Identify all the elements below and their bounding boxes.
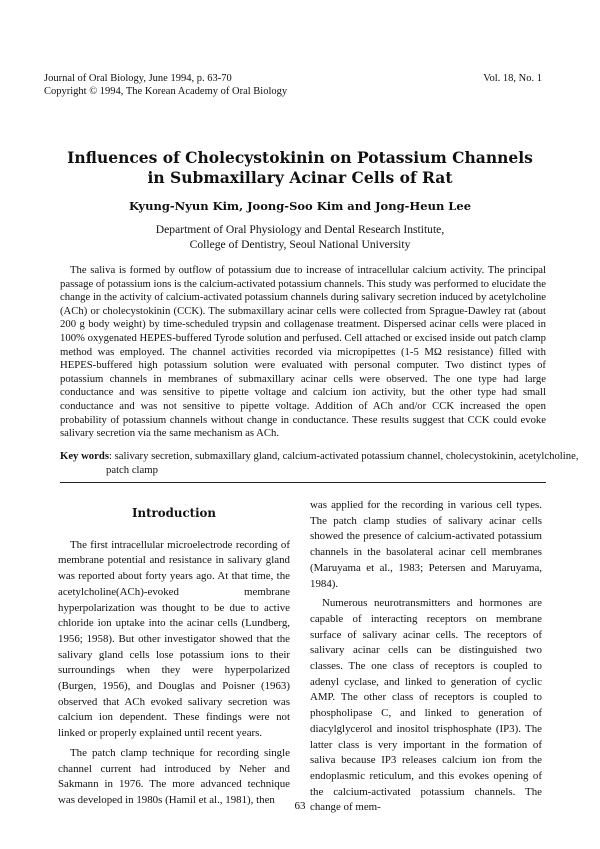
copyright-line: Copyright © 1994, The Korean Academy of Oral Biology (44, 86, 288, 97)
affiliation-line-1: Department of Oral Physiology and Dental Research Institute, (155, 223, 445, 236)
left-column (58, 498, 290, 809)
paper-title (40, 148, 560, 188)
title-line-2: in Submaxillary Acinar Cells of Rat (147, 168, 453, 187)
body-paragraph: The first intracellular microelectrode recording of membrane potential and resistance in salivary gland was reported about forty years ago. At that time, the acetylcholine(ACh)-evoked membrane hyperpolarization was thought to be due to active chloride ion uptake into the acinar cells (Lundberg, 1956; 1958). But other investigator showed that the salivary gland cells lose potassium ions to their surroundings when they were hyperpolarized (Burgen, 1956), and Douglas and Poisner (1963) observed that ACh evoked salivary secretion was calcium ion dependent. These findings were not linked or properly explained until recent years. (58, 538, 290, 740)
affiliation (40, 222, 560, 252)
intro-heading: Introduction (131, 506, 216, 520)
body-paragraph: The patch clamp technique for recording single channel current had introduced by Neher and Sakmann in 1976. The more advanced technique was developed in 1980s (Hamil et al., 1981), then (58, 746, 290, 806)
section-divider (60, 482, 546, 483)
page-number: 63 (294, 800, 306, 812)
right-column (310, 498, 542, 816)
keywords-text: : salivary secretion, submaxillary gland, calcium-activated potassium channel, cholecystokinin, acetylcholine, patch clamp (106, 450, 579, 476)
keywords-label: Key words (60, 450, 109, 462)
journal-line: Journal of Oral Biology, June 1994, p. 63-70 (44, 73, 232, 84)
body-paragraph: Numerous neurotransmitters and hormones are capable of interacting receptors on membrane surface of salivary acinar cells. The receptors of salivary acinar cells can be distinguished two classes. The one class of receptors is coupled to adenyl cyclase, and linked to generation of cyclic AMP. The other class of receptors is coupled to phospholipase C, and linked to generation of diacylglycerol and inositol trisphosphate (IP3). The latter class is very important in the formation of saliva because IP3 releases calcium ion from the endoplasmic reticulum, and this evokes opening of the calcium-activated potassium channels. The change of mem- (310, 597, 542, 814)
body-paragraph: was applied for the recording in various cell types. The patch clamp studies of salivary acinar cells showed the presence of calcium-activated potassium channels in the basolateral acinar cell membranes (Maruyama et al., 1983; Petersen and Maruyama, 1984). (310, 499, 542, 590)
abstract: The saliva is formed by outflow of potassium due to increase of intracellular calcium activity. The principal passage of potassium ions is the calcium-activated potassium channels. This study was performed to elucidate the change in the activity of calcium-activated potassium channels during salivary secretion induced by acetylcholine (ACh) or cholecystokinin (CCK). The submaxillary acinar cells were collected from Sprague-Dawley rat (about 200 g body weight) by time-scheduled trypsin and collagenase treatment. Dispersed acinar cells were placed in 100% oxygenated HEPES-buffered Tyrode solution and perfused. Cell attached or excised inside out patch clamp method was employed. The channel activities recorded via micropipettes (1-5 MΩ resistance) filled with HEPES-buffered high potassium solution were evaluated with personal computer. Two distinct types of potassium channels in membranes of submaxillary acinar cells were observed. The one type had large conductance and was sensitive to pipette voltage and calcium ion activity, but the other type had small conductance and was not sensitive to pipette voltage. Addition of ACh and/or CCK increased the open probability of potassium channels without change in conductance. These results suggest that CCK could evoke salivary secretion via the same mechanism as ACh. (60, 264, 546, 440)
affiliation-line-2: College of Dentistry, Seoul National University (189, 238, 411, 251)
author-list: Kyung-Nyun Kim, Joong-Soo Kim and Jong-Heun Lee (128, 199, 472, 213)
volume-label: Vol. 18, No. 1 (483, 73, 542, 84)
keywords (60, 450, 592, 477)
running-header (44, 72, 287, 98)
title-line-1: Influences of Cholecystokinin on Potassium Channels (67, 148, 533, 167)
